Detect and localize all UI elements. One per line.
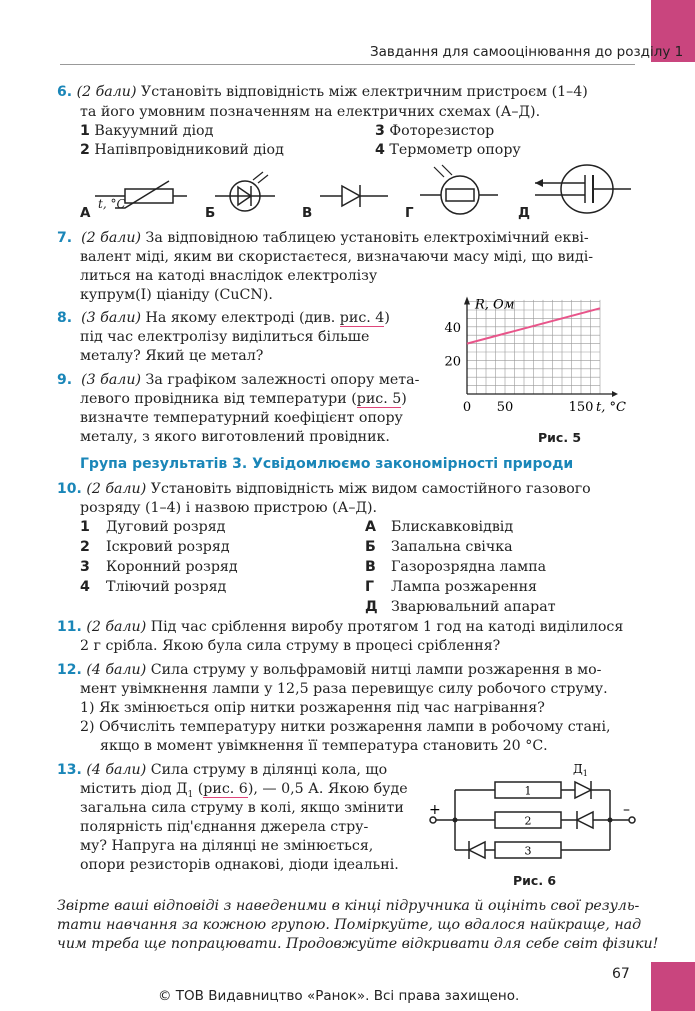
question-7 (57, 228, 589, 248)
resistor-2-label: 2 (524, 814, 532, 828)
thermistor-label: t, °C (98, 197, 126, 211)
q12-points: (4 бали) (86, 662, 147, 678)
q7-number: 7. (57, 230, 73, 246)
q8-number: 8. (57, 310, 73, 326)
q6-text-line2: та його умовним позначенням на електричних схемах (А–Д). (80, 104, 541, 120)
question-13 (57, 760, 387, 780)
q10-left-item: 3 Коронний розряд (80, 559, 238, 575)
q8-text-line2: під час електролізу виділиться більше (80, 329, 370, 345)
figure-5-link[interactable]: рис. 5 (356, 391, 402, 407)
q6-item-2: 2 Напівпровідниковий діод (80, 142, 284, 158)
q8-text: На якому електроді (див. (145, 310, 336, 326)
q7-text-line2: валент міді, яким ви скористаєтеся, визначаючи масу міді, що виді- (80, 249, 594, 265)
plus-terminal-label: + (429, 802, 441, 818)
q12-subquestion-2-cont: якщо в момент увімкнення її температура становить 20 °С. (100, 738, 548, 754)
q13-text-line3: загальна сила струму в колі, якщо змінити (80, 800, 404, 816)
figure-6-circuit (425, 762, 640, 875)
q10-right-item: Г Лампа розжарення (365, 579, 537, 595)
q7-text: За відповідною таблицею установіть електрохімічний екві- (145, 230, 589, 246)
symbol-label-b: Б (205, 205, 216, 221)
symbol-label-g: Г (405, 205, 414, 221)
question-12 (57, 660, 601, 680)
q13-text-line5: му? Напруга на ділянці не змінюється, (80, 838, 374, 854)
question-6 (57, 82, 588, 102)
group-3-heading: Група результатів 3. Усвідомлюємо закономірності природи (80, 456, 574, 472)
page-header-title: Завдання для самооцінювання до розділу 1 (370, 44, 684, 60)
q12-number: 12. (57, 662, 82, 678)
q6-text: Установіть відповідність між електричним пристроєм (1–4) (141, 84, 588, 100)
resistor-1-label: 1 (524, 784, 532, 798)
x-tick-label: 0 (462, 400, 472, 415)
y-axis-label: R, Ом (475, 297, 515, 313)
symbol-label-d: Д (518, 205, 531, 221)
q10-left-item: 1 Дуговий розряд (80, 519, 226, 535)
y-tick-label: 40 (444, 320, 461, 336)
y-tick-label: 20 (444, 354, 461, 370)
q8-points: (3 бали) (81, 310, 141, 326)
q10-points: (2 бали) (86, 481, 147, 497)
q10-text-line2: розряду (1–4) і назвою пристрою (А–Д). (80, 500, 378, 516)
q12-subquestion-2: 2) Обчисліть температуру нитки розжарення лампи в робочому стані, (80, 719, 611, 735)
diode-symbol (320, 182, 390, 212)
figure-5-chart (435, 282, 635, 424)
closing-text-line1: Звірте ваші відповіді з наведеними в кінці підручника й оцініть свої резуль- (57, 898, 640, 914)
q6-item-4: 4 Термометр опору (375, 142, 521, 158)
x-axis-arrow (612, 391, 618, 397)
q11-text-line2: 2 г срібла. Якою була сила струму в процесі сріблення? (80, 638, 501, 654)
q13-points: (4 бали) (86, 762, 147, 778)
q10-right-item: Б Запальна свічка (365, 539, 513, 555)
question-9 (57, 370, 419, 390)
copyright-notice: © ТОВ Видавництво «Ранок». Всі права захищено. (158, 988, 520, 1004)
closing-text-line2: тати навчання за кожною групою. Поміркуйте, що вдалося найкраще, над (57, 917, 642, 933)
q6-item-3: 3 Фоторезистор (375, 123, 495, 139)
q7-text-line3: литься на катоді внаслідок електролізу (80, 268, 378, 284)
q10-right-item: А Блискавковідвід (365, 519, 514, 535)
q13-text: Сила струму в ділянці кола, що (150, 762, 388, 778)
q9-points: (3 бали) (81, 372, 141, 388)
q13-number: 13. (57, 762, 82, 778)
q12-subquestion-1: 1) Як змінюється опір нитки розжарення під час нагрівання? (80, 700, 545, 716)
q11-number: 11. (57, 619, 82, 635)
q10-right-item: Д Зварювальний апарат (365, 599, 556, 615)
q6-number: 6. (57, 84, 73, 100)
q8-text-line3: металу? Який це метал? (80, 348, 264, 364)
question-8: 8. (3 бали) На якому електроді (див. рис. 4) (57, 310, 390, 326)
question-10 (57, 479, 591, 499)
figure-6-link[interactable]: рис. 6 (203, 781, 248, 797)
symbol-label-a: А (80, 205, 91, 221)
q10-number: 10. (57, 481, 82, 497)
resistor-3-label: 3 (524, 844, 532, 858)
q11-text: Під час сріблення виробу протягом 1 год на катоді виділилося (150, 619, 624, 635)
closing-text-line3: чим треба ще попрацювати. Продовжуйте відкривати для себе світ фізики! (57, 936, 659, 952)
q10-left-item: 4 Тліючий розряд (80, 579, 227, 595)
symbol-label-v: В (302, 205, 313, 221)
q9-text-line2: левого провідника від температури (рис. 5) (80, 391, 407, 407)
q9-text-line4: металу, з якого виготовлений провідник. (80, 429, 390, 445)
q13-text-line4: полярність під'єднання джерела стру- (80, 819, 369, 835)
question-11 (57, 617, 623, 637)
q7-points: (2 бали) (81, 230, 141, 246)
q12-text: Сила струму у вольфрамовій нитці лампи розжарення в мо- (150, 662, 602, 678)
vacuum-diode-symbol (535, 163, 635, 219)
q10-right-item: В Газорозрядна лампа (365, 559, 547, 575)
photoresistor-symbol (420, 165, 500, 220)
page-number: 67 (612, 966, 630, 982)
q7-text-line4: купрум(І) ціаніду (CuCN). (80, 287, 273, 303)
diode-d1-label: $Д_1$ (573, 762, 588, 778)
q10-right-list (365, 517, 556, 617)
q12-text-line2: мент увімкнення лампи у 12,5 раза перевищує силу робочого струму. (80, 681, 608, 697)
q10-text: Установіть відповідність між видом самостійного газового (150, 481, 591, 497)
minus-terminal-label: – (623, 802, 630, 818)
y-axis-arrow (464, 297, 470, 305)
q10-left-item: 2 Іскровий розряд (80, 539, 230, 555)
q11-points: (2 бали) (86, 619, 147, 635)
q13-text-line2: містить діод $Д_1$ (рис. 6), — 0,5 А. Якою буде (80, 781, 408, 800)
header-rule (60, 64, 635, 65)
q13-text-line6: опори резисторів однакові, діоди ідеальні. (80, 857, 399, 873)
figure-6-caption: Рис. 6 (513, 873, 557, 888)
x-tick-label: 50 (496, 400, 514, 415)
q9-text-line3: визначте температурний коефіцієнт опору (80, 410, 403, 426)
figure-5-caption: Рис. 5 (538, 430, 582, 445)
q9-text: За графіком залежності опору мета- (145, 372, 420, 388)
q10-left-list (80, 517, 238, 597)
q9-number: 9. (57, 372, 73, 388)
x-tick-label: 150 (568, 400, 594, 415)
x-axis-label: t, °C (596, 400, 626, 415)
section-tab-bottom (651, 962, 695, 1011)
figure-4-link[interactable]: рис. 4 (339, 310, 385, 326)
q6-item-1: 1 Вакуумний діод (80, 123, 214, 139)
q6-points: (2 бали) (76, 84, 137, 100)
led-photodiode-symbol (215, 170, 285, 220)
